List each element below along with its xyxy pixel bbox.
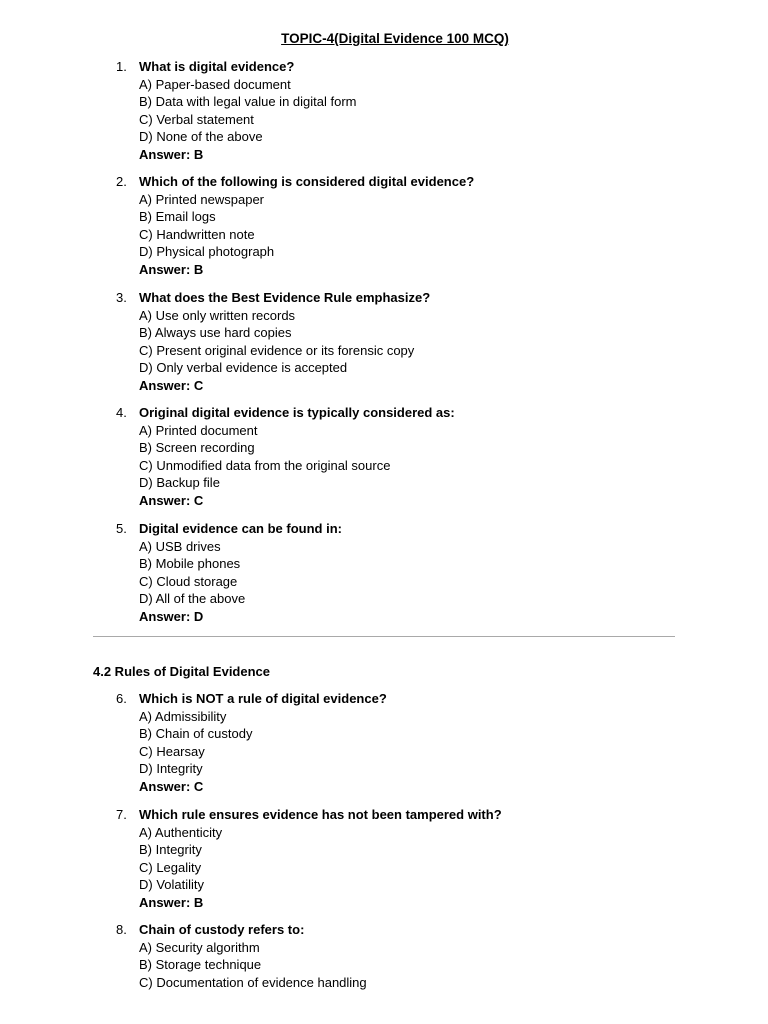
question-number: 3. [116,290,127,305]
answer-line: Answer: B [139,146,204,162]
option-a: A) Printed document [139,422,258,438]
option-c: C) Unmodified data from the original source [139,457,391,473]
option-d: D) Backup file [139,475,220,491]
answer-line: Answer: B [139,894,204,910]
option-c: C) Hearsay [139,743,205,759]
option-b: B) Always use hard copies [139,325,292,341]
option-d: D) Integrity [139,761,203,777]
question-number: 1. [116,59,127,74]
question-number: 5. [116,521,127,536]
option-b: B) Email logs [139,209,216,225]
answer-line: Answer: C [139,778,204,794]
option-a: A) USB drives [139,538,221,554]
question-stem: Digital evidence can be found in: [139,521,342,536]
question-stem: Which is NOT a rule of digital evidence? [139,691,387,706]
question-stem: Which of the following is considered digital evidence? [139,174,475,189]
question-number: 7. [116,807,127,822]
option-d: D) None of the above [139,129,263,145]
question-stem: Which rule ensures evidence has not been tampered with? [139,807,502,822]
option-b: B) Mobile phones [139,556,241,572]
answer-line: Answer: C [139,492,204,508]
option-a: A) Admissibility [139,708,227,724]
option-d: D) Physical photograph [139,244,275,260]
option-a: A) Security algorithm [139,939,260,955]
option-c: C) Present original evidence or its forensic copy [139,342,415,358]
page-title: TOPIC-4(Digital Evidence 100 MCQ) [281,31,509,46]
answer-line: Answer: B [139,261,204,277]
question-stem: What does the Best Evidence Rule emphasize? [139,290,431,305]
option-a: A) Paper-based document [139,76,291,92]
option-b: B) Chain of custody [139,726,253,742]
option-c: C) Cloud storage [139,573,238,589]
question-stem: Chain of custody refers to: [139,922,305,937]
question-number: 2. [116,174,127,189]
option-a: A) Authenticity [139,824,223,840]
option-a: A) Use only written records [139,307,296,323]
option-d: D) All of the above [139,591,246,607]
option-c: C) Verbal statement [139,111,254,127]
question-stem: Original digital evidence is typically considered as: [139,405,455,420]
option-b: B) Screen recording [139,440,255,456]
horizontal-divider [93,636,675,637]
answer-line: Answer: D [139,608,204,624]
option-a: A) Printed newspaper [139,191,265,207]
option-c: C) Documentation of evidence handling [139,974,367,990]
option-c: C) Handwritten note [139,226,255,242]
question-number: 8. [116,922,127,937]
question-number: 6. [116,691,127,706]
answer-line: Answer: C [139,377,204,393]
section-heading: 4.2 Rules of Digital Evidence [93,664,270,679]
option-b: B) Storage technique [139,957,262,973]
question-number: 4. [116,405,127,420]
option-b: B) Data with legal value in digital form [139,94,357,110]
option-b: B) Integrity [139,842,202,858]
option-d: D) Only verbal evidence is accepted [139,360,348,376]
option-c: C) Legality [139,859,202,875]
question-stem: What is digital evidence? [139,59,295,74]
option-d: D) Volatility [139,877,205,893]
